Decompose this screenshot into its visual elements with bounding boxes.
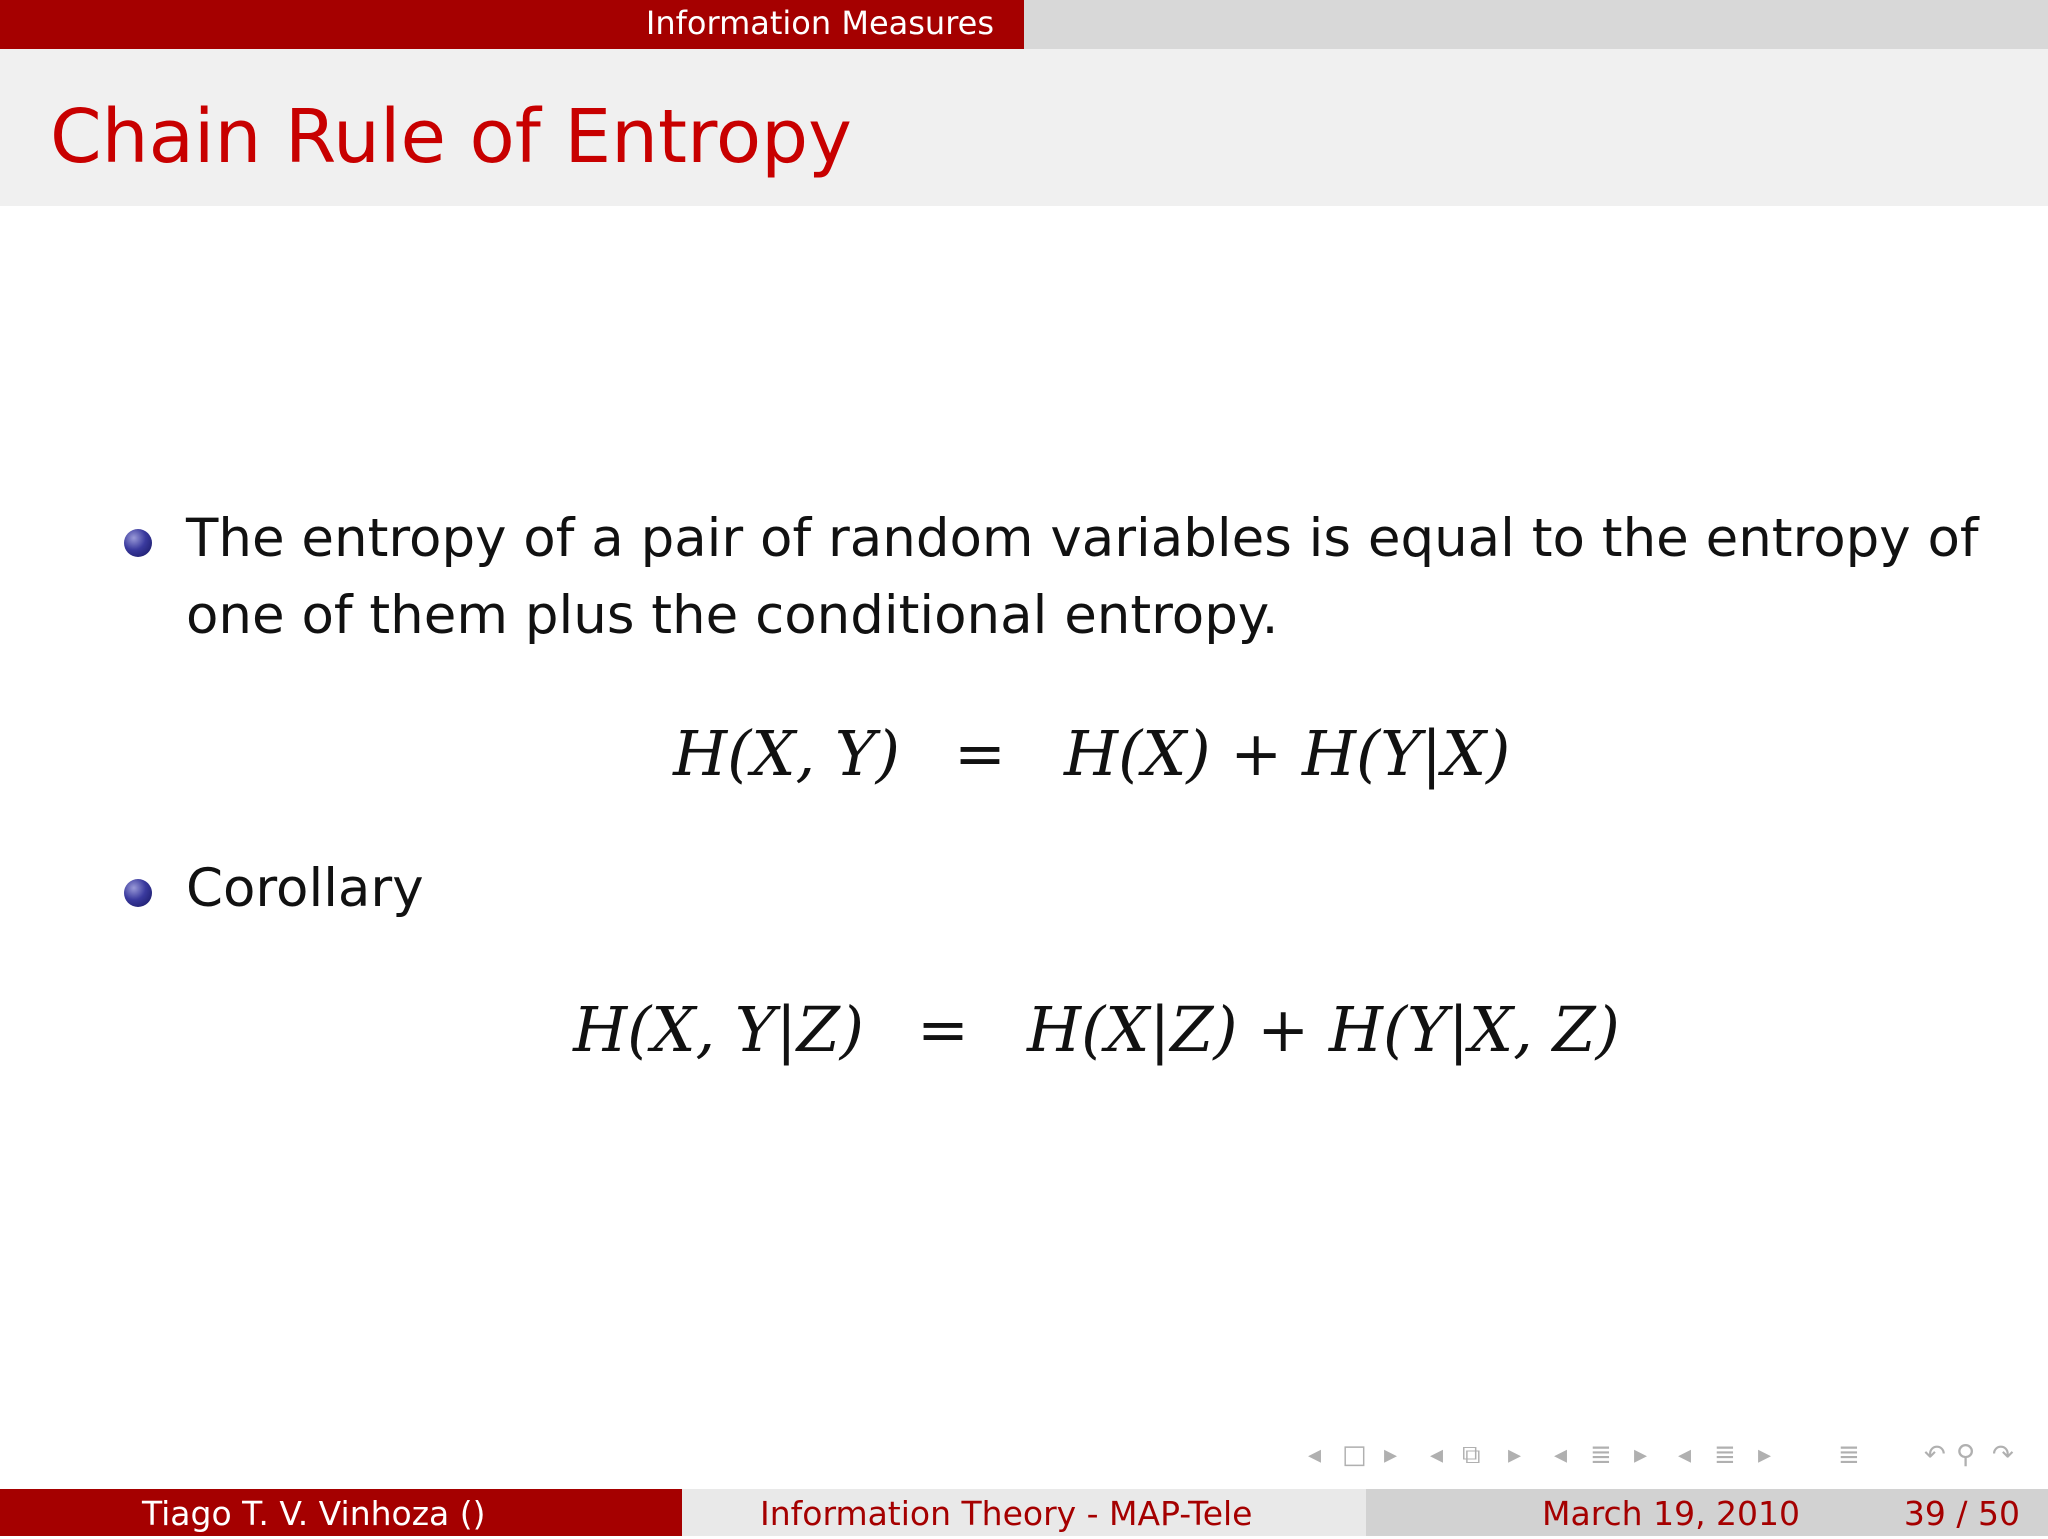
frame-icon[interactable]: □ bbox=[1342, 1440, 1367, 1470]
footer-course: Information Theory - MAP-Tele bbox=[760, 1494, 1253, 1533]
prev-frame-icon[interactable]: ◂ bbox=[1308, 1440, 1322, 1470]
footer-page-number: 39 / 50 bbox=[1903, 1494, 2020, 1533]
subsection-icon[interactable]: ⧉ bbox=[1462, 1440, 1481, 1470]
frame-title-band bbox=[0, 49, 2048, 206]
bullet-ball-icon bbox=[124, 879, 152, 907]
bullet-text-line: Corollary bbox=[186, 858, 424, 919]
equation-relation: = bbox=[954, 717, 1006, 790]
next-doc-icon[interactable]: ▸ bbox=[1758, 1440, 1772, 1470]
prev-doc-icon[interactable]: ◂ bbox=[1678, 1440, 1692, 1470]
equation-rhs: H(X) + H(Y|X) bbox=[1064, 717, 1511, 790]
next-section-icon[interactable]: ▸ bbox=[1634, 1440, 1648, 1470]
navigation-symbols bbox=[0, 1435, 2048, 1475]
next-frame-icon[interactable]: ▸ bbox=[1384, 1440, 1398, 1470]
bullet-text-line: The entropy of a pair of random variables is equal to the entropy of bbox=[186, 508, 1979, 569]
section-navigation-bar bbox=[0, 0, 2048, 49]
section-label: Information Measures bbox=[645, 4, 994, 42]
bullet-ball-icon bbox=[124, 529, 152, 557]
prev-section-icon[interactable]: ◂ bbox=[1554, 1440, 1568, 1470]
equation-corollary bbox=[0, 985, 2048, 1075]
equation-relation: = bbox=[917, 993, 969, 1066]
footer-author-box bbox=[0, 1489, 682, 1536]
equation-lhs: H(X, Y) bbox=[673, 717, 900, 790]
current-section-tab[interactable] bbox=[0, 0, 1024, 49]
footer-date: March 19, 2010 bbox=[1542, 1494, 1801, 1533]
doc-icon[interactable]: ≣ bbox=[1714, 1440, 1736, 1470]
footer-title-box bbox=[682, 1489, 1366, 1536]
equation-chain-rule bbox=[0, 709, 2048, 799]
section-icon[interactable]: ≣ bbox=[1590, 1440, 1612, 1470]
footer-author: Tiago T. V. Vinhoza () bbox=[142, 1494, 486, 1533]
search-icon[interactable]: ⚲ bbox=[1956, 1440, 1976, 1470]
forward-icon[interactable]: ↷ bbox=[1992, 1440, 2014, 1470]
slide-title: Chain Rule of Entropy bbox=[50, 94, 852, 180]
footer-date-box bbox=[1366, 1489, 2048, 1536]
equation-rhs: H(X|Z) + H(Y|X, Z) bbox=[1027, 993, 1620, 1066]
equation-lhs: H(X, Y|Z) bbox=[573, 993, 864, 1066]
prev-subsection-icon[interactable]: ◂ bbox=[1430, 1440, 1444, 1470]
bullet-text-line: one of them plus the conditional entropy. bbox=[186, 585, 1279, 646]
toc-icon[interactable]: ≣ bbox=[1838, 1440, 1860, 1470]
footer-bar bbox=[0, 1489, 2048, 1536]
back-icon[interactable]: ↶ bbox=[1924, 1440, 1946, 1470]
next-subsection-icon[interactable]: ▸ bbox=[1508, 1440, 1522, 1470]
